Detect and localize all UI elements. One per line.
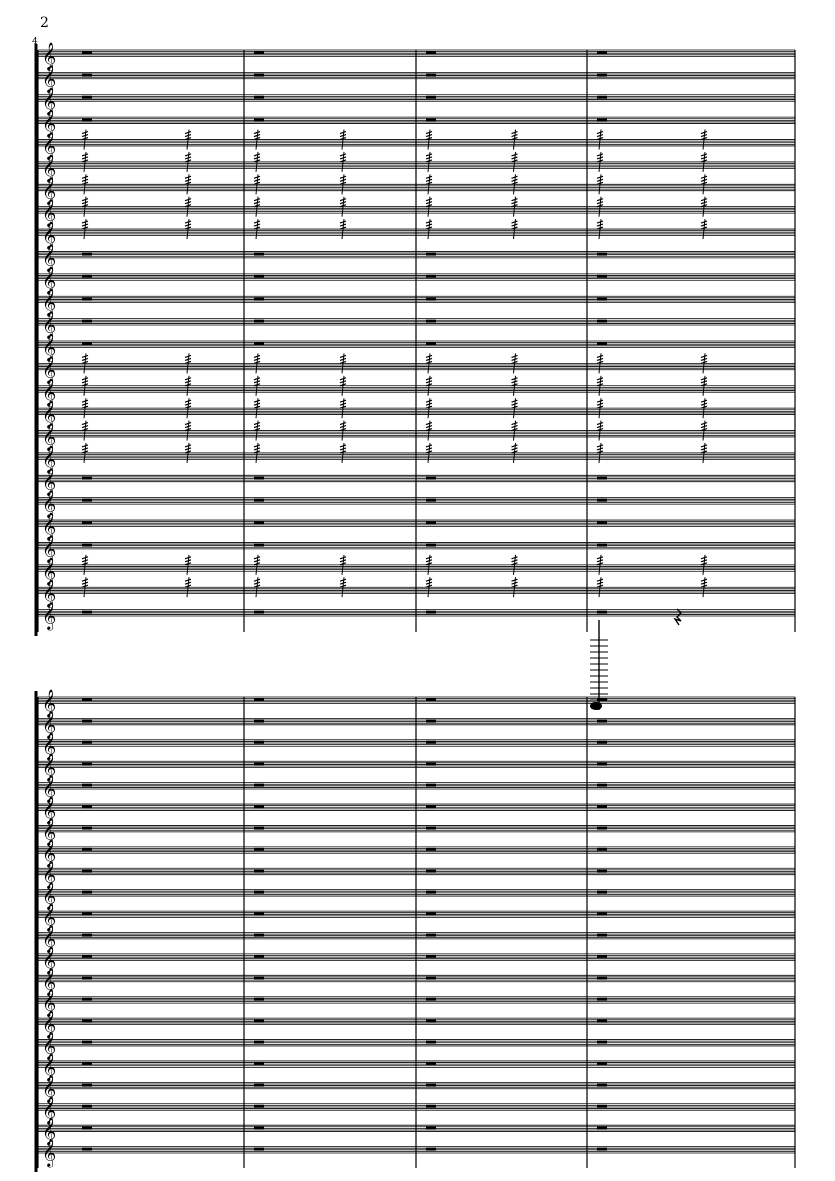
tremolo-slash <box>340 176 346 178</box>
whole-rest <box>254 543 264 546</box>
treble-clef-icon: 𝄞 <box>42 1117 57 1146</box>
whole-rest <box>597 476 607 479</box>
whole-rest <box>597 521 607 524</box>
treble-clef-icon: 𝄞 <box>42 796 57 825</box>
whole-rest <box>254 762 264 765</box>
whole-rest <box>82 611 92 614</box>
whole-rest <box>597 73 607 76</box>
whole-rest <box>597 342 607 345</box>
whole-rest <box>254 611 264 614</box>
tremolo-slash <box>701 132 707 134</box>
treble-clef-icon: 𝄞 <box>42 109 57 138</box>
whole-rest <box>426 1126 436 1129</box>
treble-clef-icon: 𝄞 <box>42 221 57 250</box>
tremolo-slash <box>340 199 346 201</box>
treble-clef-icon: 𝄞 <box>42 467 57 496</box>
whole-rest <box>254 1062 264 1065</box>
whole-rest <box>597 869 607 872</box>
whole-rest <box>426 934 436 937</box>
whole-rest <box>254 955 264 958</box>
whole-rest <box>597 611 607 614</box>
whole-rest <box>426 741 436 744</box>
whole-rest <box>597 252 607 255</box>
whole-rest <box>82 719 92 722</box>
whole-rest <box>426 320 436 323</box>
tremolo-slash <box>82 423 88 425</box>
treble-clef-icon: 𝄞 <box>42 534 57 563</box>
treble-clef-icon: 𝄞 <box>42 131 57 160</box>
whole-rest <box>254 719 264 722</box>
treble-clef-icon: 𝄞 <box>42 310 57 339</box>
whole-rest <box>254 252 264 255</box>
tremolo-slash <box>597 378 603 380</box>
whole-rest <box>597 297 607 300</box>
tremolo-slash <box>426 154 432 156</box>
tremolo-slash <box>340 132 346 134</box>
whole-rest <box>597 118 607 121</box>
tremolo-slash <box>426 557 432 559</box>
tremolo-slash <box>701 154 707 156</box>
whole-rest <box>82 521 92 524</box>
whole-rest <box>254 320 264 323</box>
tremolo-slash <box>254 132 260 134</box>
whole-rest <box>254 698 264 701</box>
whole-rest <box>597 1019 607 1022</box>
treble-clef-icon: 𝄞 <box>42 400 57 429</box>
tremolo-slash <box>512 199 518 201</box>
score-layer <box>36 42 795 1172</box>
treble-clef-icon: 𝄞 <box>42 1074 57 1103</box>
tremolo-slash <box>597 400 603 402</box>
whole-rest <box>82 998 92 1001</box>
whole-rest <box>426 499 436 502</box>
tremolo-slash <box>512 176 518 178</box>
tremolo-slash <box>701 176 707 178</box>
whole-rest <box>82 955 92 958</box>
whole-rest <box>254 891 264 894</box>
whole-rest <box>597 741 607 744</box>
whole-rest <box>426 1148 436 1151</box>
tremolo-slash <box>340 400 346 402</box>
whole-rest <box>597 1062 607 1065</box>
tremolo-slash <box>185 423 191 425</box>
whole-rest <box>426 275 436 278</box>
tremolo-slash <box>512 423 518 425</box>
whole-rest <box>597 1083 607 1086</box>
whole-rest <box>82 543 92 546</box>
tremolo-slash <box>254 199 260 201</box>
treble-clef-icon: 𝄞 <box>42 153 57 182</box>
whole-rest <box>597 762 607 765</box>
whole-rest <box>426 998 436 1001</box>
whole-rest <box>597 784 607 787</box>
whole-rest <box>426 826 436 829</box>
whole-rest <box>597 805 607 808</box>
whole-rest <box>597 1126 607 1129</box>
tremolo-slash <box>82 355 88 357</box>
tremolo-slash <box>82 579 88 581</box>
whole-rest <box>254 805 264 808</box>
tremolo-slash <box>426 378 432 380</box>
treble-clef-icon: 𝄞 <box>42 444 57 473</box>
treble-clef-icon: 𝄞 <box>42 265 57 294</box>
tremolo-slash <box>340 579 346 581</box>
whole-rest <box>597 848 607 851</box>
whole-rest <box>82 1019 92 1022</box>
treble-clef-icon: 𝄞 <box>42 838 57 867</box>
treble-clef-icon: 𝄞 <box>42 1052 57 1081</box>
whole-rest <box>254 118 264 121</box>
whole-rest <box>254 869 264 872</box>
whole-rest <box>82 1062 92 1065</box>
whole-rest <box>426 543 436 546</box>
tremolo-slash <box>426 400 432 402</box>
whole-rest <box>597 998 607 1001</box>
whole-rest <box>426 805 436 808</box>
treble-clef-icon: 𝄞 <box>42 355 57 384</box>
tremolo-slash <box>701 378 707 380</box>
whole-rest <box>426 912 436 915</box>
whole-rest <box>82 320 92 323</box>
whole-rest <box>254 1041 264 1044</box>
tremolo-slash <box>701 199 707 201</box>
tremolo-slash <box>340 154 346 156</box>
whole-rest <box>82 1105 92 1108</box>
tremolo-slash <box>701 445 707 447</box>
whole-rest <box>426 698 436 701</box>
whole-rest <box>597 719 607 722</box>
tremolo-slash <box>512 445 518 447</box>
tremolo-slash <box>254 355 260 357</box>
whole-rest <box>426 297 436 300</box>
whole-rest <box>426 1019 436 1022</box>
whole-rest <box>254 848 264 851</box>
whole-rest <box>426 1041 436 1044</box>
whole-rest <box>426 51 436 54</box>
treble-clef-icon: 𝄞 <box>42 710 57 739</box>
tremolo-slash <box>340 445 346 447</box>
whole-rest <box>254 784 264 787</box>
measure-number: 4 <box>32 37 38 47</box>
tremolo-slash <box>185 557 191 559</box>
treble-clef-icon: 𝄞 <box>42 176 57 205</box>
tremolo-slash <box>597 176 603 178</box>
page-number: 2 <box>40 15 49 31</box>
whole-rest <box>82 297 92 300</box>
whole-rest <box>597 1105 607 1108</box>
whole-rest <box>426 118 436 121</box>
tremolo-slash <box>185 132 191 134</box>
whole-rest <box>254 934 264 937</box>
tremolo-slash <box>426 355 432 357</box>
whole-rest <box>426 521 436 524</box>
tremolo-slash <box>254 221 260 223</box>
whole-rest <box>82 762 92 765</box>
treble-clef-icon: 𝄞 <box>42 774 57 803</box>
whole-rest <box>597 976 607 979</box>
treble-clef-icon: 𝄞 <box>42 881 57 910</box>
whole-rest <box>82 976 92 979</box>
tremolo-slash <box>254 423 260 425</box>
tremolo-slash <box>426 423 432 425</box>
whole-rest <box>82 252 92 255</box>
tremolo-slash <box>512 221 518 223</box>
tremolo-slash <box>512 355 518 357</box>
tremolo-slash <box>512 557 518 559</box>
treble-clef-icon: 𝄞 <box>42 689 57 717</box>
whole-rest <box>426 611 436 614</box>
tremolo-slash <box>701 355 707 357</box>
whole-rest <box>82 73 92 76</box>
whole-rest <box>426 1105 436 1108</box>
treble-clef-icon: 𝄞 <box>42 489 57 518</box>
whole-rest <box>254 521 264 524</box>
whole-rest <box>82 1083 92 1086</box>
whole-rest <box>426 73 436 76</box>
whole-rest <box>426 762 436 765</box>
tremolo-slash <box>426 445 432 447</box>
whole-rest <box>597 1041 607 1044</box>
whole-rest <box>254 1126 264 1129</box>
tremolo-slash <box>512 378 518 380</box>
treble-clef-icon: 𝄞 <box>42 924 57 953</box>
tremolo-slash <box>701 557 707 559</box>
whole-rest <box>254 499 264 502</box>
whole-rest <box>254 912 264 915</box>
tremolo-slash <box>82 132 88 134</box>
tremolo-slash <box>254 445 260 447</box>
treble-clef-icon: 𝄞 <box>42 64 57 93</box>
treble-clef-icon: 𝄞 <box>42 333 57 361</box>
whole-rest <box>597 320 607 323</box>
tremolo-slash <box>512 132 518 134</box>
treble-clef-icon: 𝄞 <box>42 86 57 115</box>
treble-clef-icon: 𝄞 <box>42 556 57 585</box>
treble-clef-icon: 𝄞 <box>42 198 57 227</box>
tremolo-slash <box>426 579 432 581</box>
whole-rest <box>254 51 264 54</box>
whole-rest <box>597 826 607 829</box>
tremolo-slash <box>185 400 191 402</box>
tremolo-slash <box>597 355 603 357</box>
treble-clef-icon: 𝄞 <box>42 903 57 932</box>
whole-rest <box>82 1126 92 1129</box>
whole-rest <box>597 1148 607 1151</box>
whole-rest <box>426 96 436 99</box>
whole-rest <box>254 96 264 99</box>
tremolo-slash <box>597 154 603 156</box>
tremolo-slash <box>597 445 603 447</box>
tremolo-slash <box>701 579 707 581</box>
whole-rest <box>426 252 436 255</box>
whole-rest <box>254 297 264 300</box>
tremolo-slash <box>426 199 432 201</box>
whole-rest <box>426 476 436 479</box>
tremolo-slash <box>597 579 603 581</box>
whole-rest <box>82 118 92 121</box>
tremolo-slash <box>426 221 432 223</box>
whole-rest <box>82 848 92 851</box>
whole-rest <box>254 1105 264 1108</box>
whole-rest <box>597 912 607 915</box>
tremolo-slash <box>185 445 191 447</box>
whole-rest <box>597 955 607 958</box>
tremolo-slash <box>185 221 191 223</box>
tremolo-slash <box>82 378 88 380</box>
whole-rest <box>426 1083 436 1086</box>
treble-clef-icon: 𝄞 <box>42 579 57 608</box>
whole-rest <box>254 998 264 1001</box>
treble-clef-icon: 𝄞 <box>42 945 57 974</box>
tremolo-slash <box>512 154 518 156</box>
whole-rest <box>82 805 92 808</box>
tremolo-slash <box>340 221 346 223</box>
whole-rest <box>597 51 607 54</box>
tremolo-slash <box>82 221 88 223</box>
tremolo-slash <box>340 355 346 357</box>
whole-rest <box>426 891 436 894</box>
treble-clef-icon: 𝄞 <box>42 860 57 889</box>
tremolo-slash <box>701 423 707 425</box>
whole-rest <box>597 96 607 99</box>
tremolo-slash <box>82 199 88 201</box>
treble-clef-icon: 𝄞 <box>42 512 57 541</box>
whole-rest <box>82 698 92 701</box>
tremolo-slash <box>254 579 260 581</box>
whole-rest <box>82 784 92 787</box>
whole-rest <box>82 869 92 872</box>
whole-rest <box>426 784 436 787</box>
tremolo-slash <box>701 221 707 223</box>
whole-rest <box>597 934 607 937</box>
tremolo-slash <box>254 378 260 380</box>
whole-rest <box>426 1062 436 1065</box>
treble-clef-icon: 𝄞 <box>42 422 57 451</box>
tremolo-slash <box>340 378 346 380</box>
treble-clef-icon: 𝄞 <box>42 817 57 846</box>
tremolo-slash <box>254 557 260 559</box>
whole-rest <box>82 934 92 937</box>
whole-rest <box>82 499 92 502</box>
whole-rest <box>254 275 264 278</box>
tremolo-slash <box>597 557 603 559</box>
tremolo-slash <box>82 400 88 402</box>
whole-rest <box>254 976 264 979</box>
whole-rest <box>426 955 436 958</box>
tremolo-slash <box>82 445 88 447</box>
whole-rest <box>426 719 436 722</box>
tremolo-slash <box>597 423 603 425</box>
treble-clef-icon: 𝄞 <box>42 42 57 70</box>
whole-rest <box>254 1083 264 1086</box>
treble-clef-icon: 𝄞 <box>42 288 57 317</box>
whole-rest <box>82 891 92 894</box>
treble-clef-icon: 𝄞 <box>42 377 57 406</box>
tremolo-slash <box>82 557 88 559</box>
whole-rest <box>82 826 92 829</box>
tremolo-slash <box>426 132 432 134</box>
whole-rest <box>254 826 264 829</box>
tremolo-slash <box>597 199 603 201</box>
tremolo-slash <box>185 355 191 357</box>
tremolo-slash <box>426 176 432 178</box>
treble-clef-icon: 𝄞 <box>42 967 57 996</box>
tremolo-slash <box>340 557 346 559</box>
whole-rest <box>254 1019 264 1022</box>
tremolo-slash <box>340 423 346 425</box>
tremolo-slash <box>254 176 260 178</box>
whole-rest <box>82 342 92 345</box>
whole-rest <box>254 741 264 744</box>
treble-clef-icon: 𝄞 <box>42 1095 57 1124</box>
whole-rest <box>254 342 264 345</box>
whole-rest <box>426 976 436 979</box>
note-head <box>590 702 602 710</box>
whole-rest <box>254 476 264 479</box>
treble-clef-icon: 𝄞 <box>42 1031 57 1060</box>
whole-rest <box>82 1041 92 1044</box>
whole-rest <box>82 476 92 479</box>
whole-rest <box>82 275 92 278</box>
tremolo-slash <box>185 154 191 156</box>
whole-rest <box>426 848 436 851</box>
whole-rest <box>82 741 92 744</box>
tremolo-slash <box>185 579 191 581</box>
tremolo-slash <box>185 176 191 178</box>
treble-clef-icon: 𝄞 <box>42 1138 57 1167</box>
treble-clef-icon: 𝄞 <box>42 601 57 630</box>
treble-clef-icon: 𝄞 <box>42 243 57 272</box>
tremolo-slash <box>185 199 191 201</box>
whole-rest <box>254 73 264 76</box>
tremolo-slash <box>82 176 88 178</box>
treble-clef-icon: 𝄞 <box>42 731 57 760</box>
whole-rest <box>254 1148 264 1151</box>
treble-clef-icon: 𝄞 <box>42 753 57 782</box>
tremolo-slash <box>254 400 260 402</box>
whole-rest <box>82 1148 92 1151</box>
whole-rest <box>426 869 436 872</box>
whole-rest <box>597 891 607 894</box>
treble-clef-icon: 𝄞 <box>42 988 57 1017</box>
whole-rest <box>82 51 92 54</box>
treble-clef-icon: 𝄞 <box>42 1010 57 1039</box>
tremolo-slash <box>82 154 88 156</box>
whole-rest <box>82 96 92 99</box>
tremolo-slash <box>701 400 707 402</box>
whole-rest <box>597 275 607 278</box>
tremolo-slash <box>512 579 518 581</box>
whole-rest <box>597 499 607 502</box>
tremolo-slash <box>185 378 191 380</box>
whole-rest <box>597 543 607 546</box>
tremolo-slash <box>254 154 260 156</box>
tremolo-slash <box>512 400 518 402</box>
tremolo-slash <box>597 221 603 223</box>
tremolo-slash <box>597 132 603 134</box>
whole-rest <box>82 912 92 915</box>
whole-rest <box>426 342 436 345</box>
